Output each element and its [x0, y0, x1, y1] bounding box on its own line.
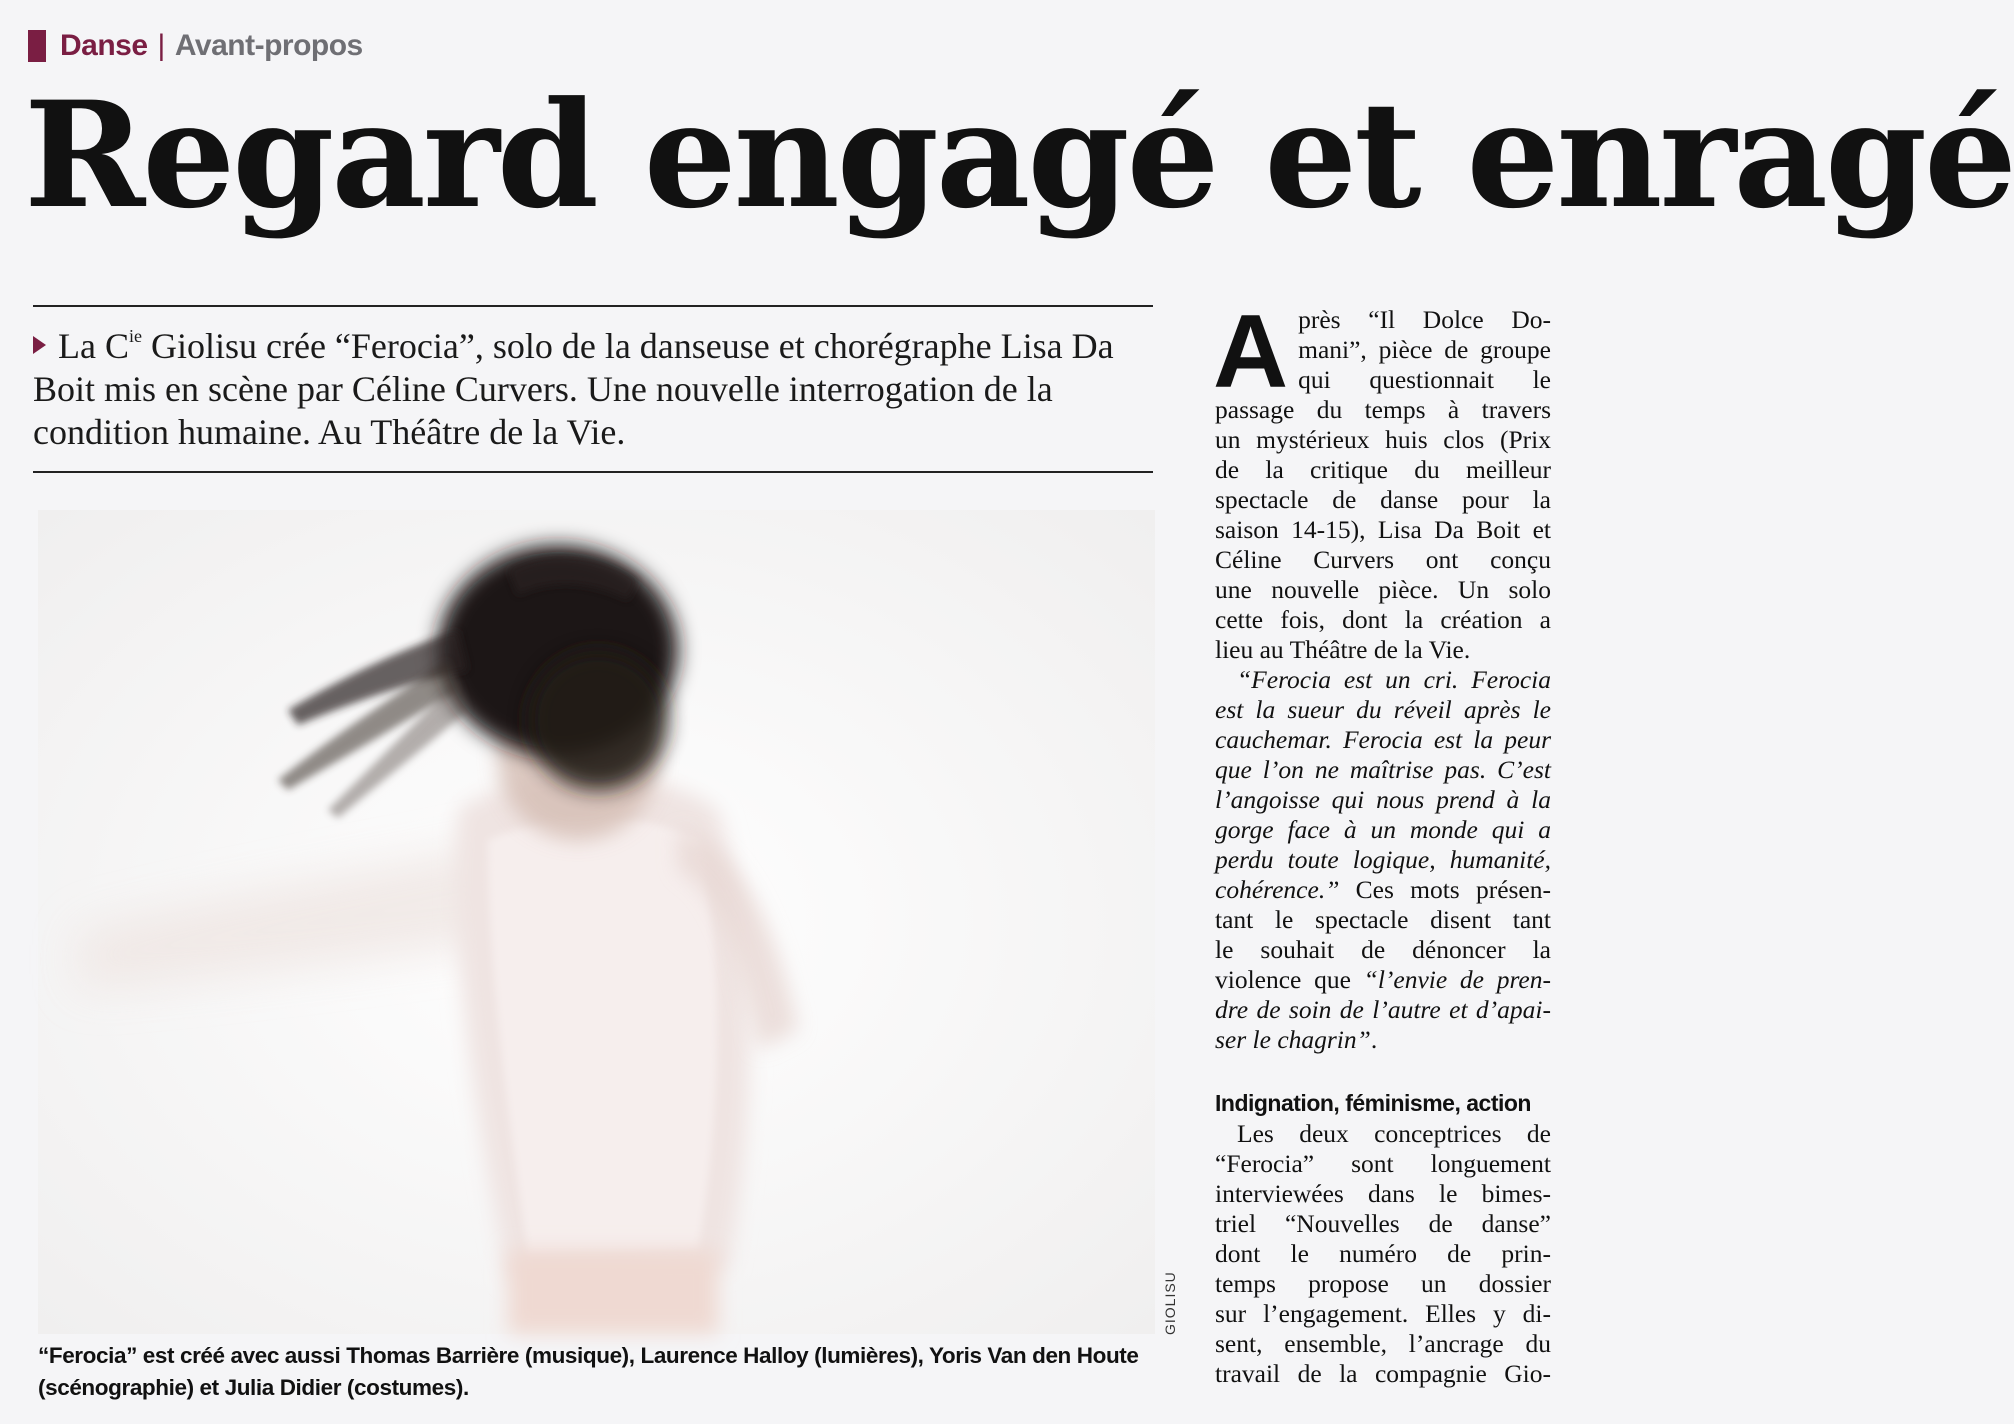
- body-line: sent, ensemble, l’ancrage du: [1215, 1329, 1551, 1358]
- article-lead: [33, 325, 1153, 454]
- body-line: dont le numéro de prin-: [1215, 1239, 1551, 1268]
- body-line: cette fois, dont la création a: [1215, 605, 1551, 634]
- body-text: .: [1370, 1025, 1378, 1054]
- quote-line: cauchemar. Ferocia est la peur: [1215, 725, 1551, 754]
- quote-end: ser le chagrin”: [1215, 1025, 1371, 1054]
- lead-arrow-icon: [33, 336, 46, 354]
- body-line: tant le spectacle disent tant: [1215, 905, 1551, 934]
- body-line-mixed: [1215, 1025, 1551, 1055]
- quote-line: que l’on ne maîtrise pas. C’est: [1215, 755, 1551, 784]
- body-line: qui questionnait le: [1298, 365, 1551, 394]
- lead-text-start: La C: [58, 326, 129, 366]
- section-label: Danse: [60, 29, 148, 62]
- kicker-separator: |: [157, 29, 165, 62]
- body-line: Céline Curvers ont conçu: [1215, 545, 1551, 574]
- body-line: temps propose un dossier: [1215, 1269, 1551, 1298]
- body-line: de la critique du meilleur: [1215, 455, 1551, 484]
- article-photo: [38, 510, 1155, 1334]
- subsection-label: Avant-propos: [174, 29, 363, 62]
- article-headline: Regard engagé et enragé: [24, 70, 2014, 241]
- photo-caption: “Ferocia” est créé avec aussi Thomas Barrière (musique), Laurence Halloy (lumières), Yoris Van den Houte (scénographie) et Julia Didier (costumes).: [38, 1343, 1139, 1400]
- body-line: travail de la compagnie Gio-: [1215, 1359, 1551, 1388]
- lead-top-rule: [33, 305, 1153, 307]
- quote-line: gorge face à un monde qui a: [1215, 815, 1551, 844]
- body-line: spectacle de danse pour la: [1215, 485, 1551, 514]
- lead-text-rest: Giolisu crée “Ferocia”, solo de la danseuse et chorégraphe Lisa Da Boit mis en scène par Céline Curvers. Une nouvelle interrogation de la condition humaine. Au Théâtre de la Vie.: [33, 326, 1114, 452]
- body-text: Ces mots présen-: [1339, 875, 1551, 904]
- body-line: un mystérieux huis clos (Prix: [1215, 425, 1551, 454]
- article-body-column: [1213, 294, 1551, 1389]
- body-line-mixed: [1215, 965, 1551, 995]
- section-kicker: [28, 28, 363, 64]
- body-line: le souhait de dénoncer la: [1215, 935, 1551, 964]
- body-text: violence que: [1215, 965, 1364, 994]
- quote-line: dre de soin de l’autre et d’apai-: [1215, 995, 1551, 1024]
- photo-credit: GIOLISU: [1162, 1271, 1178, 1335]
- body-line: mani”, pièce de groupe: [1298, 335, 1551, 364]
- section-subhead: Indignation, féminisme, action: [1215, 1090, 1531, 1116]
- quote-line: l’angoisse qui nous prend à la: [1215, 785, 1551, 814]
- quote-line: est la sueur du réveil après le: [1215, 695, 1551, 724]
- body-line-mixed: [1215, 875, 1551, 905]
- dancer-photo-illustration: [38, 510, 1155, 1334]
- lead-bottom-rule: [33, 471, 1153, 473]
- body-line: sur l’engagement. Elles y di-: [1215, 1299, 1551, 1328]
- body-line: près “Il Dolce Do-: [1298, 305, 1551, 334]
- quote-end: cohérence.”: [1215, 875, 1340, 904]
- quote-line: “Ferocia est un cri. Ferocia: [1237, 665, 1551, 694]
- section-marker: [28, 30, 46, 62]
- body-line: Les deux conceptrices de: [1237, 1119, 1551, 1148]
- body-line: saison 14-15), Lisa Da Boit et: [1215, 515, 1551, 544]
- body-line: une nouvelle pièce. Un solo: [1215, 575, 1551, 604]
- lead-superscript: ie: [128, 326, 142, 346]
- body-line: “Ferocia” sont longuement: [1215, 1149, 1551, 1178]
- body-line: triel “Nouvelles de danse”: [1215, 1209, 1551, 1238]
- quote-line: perdu toute logique, humanité,: [1215, 845, 1551, 874]
- body-line: lieu au Théâtre de la Vie.: [1215, 635, 1471, 664]
- quote-start: “l’envie de pren-: [1363, 965, 1551, 994]
- body-line: interviewées dans le bimes-: [1215, 1179, 1551, 1208]
- body-line: passage du temps à travers: [1215, 395, 1551, 424]
- drop-cap: A: [1213, 294, 1289, 410]
